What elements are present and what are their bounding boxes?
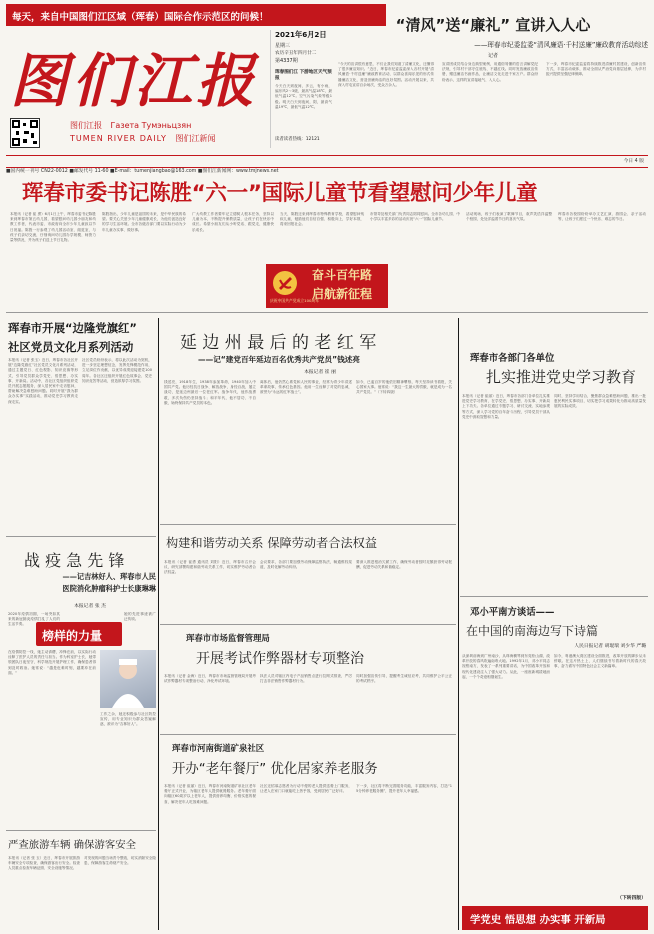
lead-headline: 珲春市委书记陈胜“六一”国际儿童节看望慰问少年儿童: [22, 181, 538, 206]
elderly-body-2: 社区还招募志愿者为行动不便的老人提供送餐上门服务，让老人在家门口就能吃上热乎饭，受到居民广泛好评。: [260, 784, 352, 794]
right-top-article: [338, 4, 648, 152]
banner-slogan: 每天，来自中国图们江区域（珲春）国际合作示范区的问候！: [12, 12, 269, 23]
community-title-1: 珲春市开展“边隆党旗红”: [8, 321, 137, 335]
labor-title: 构建和谐劳动关系 保障劳动者合法权益: [166, 536, 378, 550]
labor-body-2: 会议要求，各部门要加强劳动保障监察执法，畅通维权渠道，及时化解劳动纠纷。: [260, 560, 352, 570]
page-count: 今日 4 版: [623, 159, 644, 164]
yanbian-body-3: 如今，已逾百岁的他依旧精神矍铄，每天坚持读书看报，关心国家大事。他常说：“我这一生最大的骄傲，就是成为一名共产党员。”（下转四版）: [356, 380, 452, 395]
history-body-2: 同时，坚持学用结合，聚焦群众急难愁盼问题，推出一批惠民利民实事项目，切实把学习成果转化为推动高质量发展的实际成效。: [554, 394, 646, 409]
yanbian-sub: ——记“建党百年延边百名优秀共产党员”钱述亮: [198, 355, 360, 364]
right-top-subtitle: ——珲春市纪委监委“清风廉语·千村送廉”廉政教育活动综述: [474, 41, 648, 49]
community-body-1: 本报讯（记者 张玉）近日，珲春市各社区开展“边隆党旗红”社区党员文化月系列活动，通过主题党日、红色观影、知识竞赛等形式，引导党员群众学党史、悟思想、办实事、开新局。活动中，各社区党组织组织党员开展志愿服务，深入居民家中走访慰问，帮助解决急难愁盼问题。同时开展“我为群众办实事”实践活动，推动党史学习教育走深走实。: [8, 358, 78, 404]
logo-caption-cn: 图们江报: [70, 121, 102, 130]
logo-caption-kr: 图们江新闻: [175, 134, 216, 143]
poem-body-1: 从深圳前海到广州南沙，从珠海横琴到东莞松山湖，改革开放的春风吹遍南粤大地。1992年1月，邓小平同志视察南方，发表了一系列重要讲话，为中国改革开放和现代化建设注入了强大动力。从此，一座座新城拔地而起，一个个奇迹相继诞生。: [462, 654, 550, 679]
lead-body-2: 陈胜指出，少年儿童是祖国的未来，是中华民族的希望。要关心关爱少年儿童健康成长，为他们创造良好的学习生活环境。全市各级各部门要以实际行动为少年儿童办实事、做好事。: [102, 212, 186, 232]
lead-body-6: 活动现场，孩子们表演了歌舞节目，欢声笑语洋溢整个校园，处处洋溢着节日的喜庆气氛。: [466, 212, 552, 222]
market-title: 开展考试作弊器材专项整治: [196, 651, 364, 667]
top-banner: [6, 4, 386, 26]
history-title: 扎实推进党史学习教育: [486, 368, 637, 386]
labor-body-1: 本报讯（记者 崔勇 通讯员 刘阳）近日，珲春市召开会议，研究部署构建和谐劳动关系工作，切实维护劳动者合法权益。: [164, 560, 256, 575]
epidemic-title: 战 疫 急 先 锋: [24, 551, 125, 570]
poem-more: （下转四版）: [617, 896, 646, 901]
footer-slogan: 学党史 悟思想 办实事 开新局: [470, 914, 606, 926]
yanbian-author: 本报记者 崔 丽: [304, 370, 336, 375]
epidemic-body-2: 她的先进事迹被广泛传颂。: [124, 612, 156, 622]
hotline: 读者读者热线：12121: [275, 137, 320, 142]
logo-caption-row1: [70, 120, 280, 132]
lead-body-5: 市领导及相关部门负责同志陪同慰问。全市各幼儿园、中小学以丰富多彩的活动庆祝“六一”国际儿童节。: [370, 212, 460, 222]
labor-body-3: 要深入推进根治欠薪工作，确保劳动者按时足额获得劳动报酬，促进劳动关系和谐稳定。: [356, 560, 452, 570]
history-kicker: 珲春市各部门各单位: [470, 353, 555, 364]
nurse-photo: [100, 650, 156, 708]
epidemic-sub-2: 医院消化肿瘤科护士长康琳琳: [62, 584, 156, 593]
poem-byline: 人民日报记者 胡琨瑞 刘少华 严璐: [574, 644, 646, 649]
tourism-body-2: 对发现的问题当场责令整改，切实消除安全隐患，保障游客生命财产安全。: [84, 856, 156, 866]
tourism-body-1: 本报讯（记者 张 玉）近日，珲春市开展旅游车辆安全专项检查，确保游客出行安全。检查人员重点检查车辆证照、安全设施等情况。: [8, 856, 80, 871]
emblem-line1: 奋斗百年路: [312, 268, 373, 282]
role-model-badge-text: 榜样的力量: [42, 629, 103, 643]
yanbian-title: 延 边 州 最 后 的 老 红 军: [180, 333, 377, 353]
elderly-title: 开办“老年餐厅” 优化居家养老服务: [172, 762, 378, 777]
nurse-photo-icon: [100, 650, 156, 708]
elderly-kicker: 珲春市河南街道矿泉社区: [172, 743, 265, 753]
tourism-title: 严查旅游车辆 确保游客安全: [8, 839, 136, 851]
poem-title-2: 在中国的南海边写下诗篇: [466, 624, 599, 638]
lunar-date: 农历辛丑年四月廿二: [275, 51, 317, 56]
market-body-3: 同时加强宣传引导，提醒考生诚信应考，共同维护公平公正的考试秩序。: [356, 674, 452, 684]
right-top-body-3: 下一步，珲春市纪委监委将持续推进清廉村居建设，创新宣传方式，丰富活动载体，推动全面从严治党向基层延伸，为乡村振兴提供坚强纪律保障。: [546, 62, 646, 77]
qr-code: [10, 118, 40, 148]
market-body-2: 执法人员对辖区内电子产品销售点进行拉网式排查，严厉打击非法销售作弊器材行为。: [260, 674, 352, 684]
emblem-line2: 启航新征程: [312, 287, 373, 301]
community-title: [8, 320, 154, 354]
weekday: 星期三: [275, 43, 291, 49]
market-kicker: 珲春市市场监督管理局: [186, 633, 270, 643]
history-body-1: 本报讯（记者 崔丽）近日，珲春市各部门各单位扎实推进党史学习教育，在学党史、悟思想、办实事、开新局上下功夫。各单位通过专题学习、研讨交流、实地参观等方式，深入学习党的百年奋斗历程，引导党员干部从党史中汲取智慧和力量。: [462, 394, 550, 419]
logo-calligraphy: 图们江报: [10, 47, 259, 115]
role-model-body-2: 工作之余，她还积极参与社区防控宣传，用专业知识为群众答疑解惑，被评为“吉林好人”。: [100, 712, 156, 727]
emblem-caption: 庆祝中国共产党成立100周年: [270, 298, 320, 303]
issue-number: 第4337期: [275, 58, 298, 64]
yanbian-body-1: 钱述亮，1918年生，1938年参加革命，1940年加入中国共产党。他历经抗日战争、解放战争，身经百战，屡立战功，是延边州最后一位老红军。战争年代，他作战勇敢，多次负伤仍坚持战斗；和平年代，他不居功、不自傲，始终保持共产党员的本色。: [164, 380, 256, 405]
info-line: [6, 157, 648, 174]
right-top-body-1: “今天的宣讲很有意思，不仅让我们知道了清廉文化，还懂得了很多廉洁知识。”近日，珲春市纪委监委深入各村开展“清风廉语·千村送廉”廉政教育活动，以群众喜闻乐见的形式传播廉洁文化，营造崇廉尚洁的良好氛围。活动开展以来，共深入村屯宣讲百余场次，受众万余人。: [338, 62, 434, 87]
role-model-badge: [36, 622, 122, 646]
party-emblem-icon: [272, 270, 298, 296]
lead-body-3: 广大幼教工作者要牢记立德树人根本任务，坚持以儿童为本，不断提升保教质量，让孩子们在快乐中成长。希望小朋友们从小听党话、跟党走，健康快乐成长。: [192, 212, 274, 232]
elderly-body-3: 下一步，社区将不断完善服务功能，丰富服务内容，打造“15分钟养老服务圈”，提升老年人幸福感。: [356, 784, 452, 794]
weather-title: 珲春图们江 下游地区天气预报: [275, 70, 332, 81]
yanbian-body-2: 离休后，他仍然心系党和人民的事业，经常为青少年讲述革命故事，传承红色基因。他用一生诠释了对党的忠诚，被誉为“永远的红军战士”。: [260, 380, 352, 395]
poem-title-1: 邓小平南方谈话——: [470, 607, 555, 618]
epidemic-sub-1: ——记吉林好人、珲春市人民: [62, 572, 156, 581]
epidemic-body-1: 2020年疫情初期，一场突如其来的新冠肺炎疫情打乱了人们的生活节奏。: [8, 612, 60, 627]
right-top-author: 记者: [487, 53, 498, 59]
lead-body-4: 当天，陈胜还来到珲春市特殊教育学校，看望慰问残疾儿童，勉励他们自信自强、积极向上，学好本领，将来回报社会。: [280, 212, 364, 227]
emblem-slogan: [312, 266, 388, 306]
date-line: 2021年6月2日: [275, 30, 327, 39]
lead-body-7: 珲春市各校园纷纷举办文艺汇演、游园会、亲子活动等，让孩子们度过一个快乐、难忘的节日。: [558, 212, 646, 222]
lead-body-1: 本报讯（记者 崔 勇）6月1日上午，珲春市委书记陈胜来到珲春市第五幼儿园，看望慰问幼儿园小朋友和幼教工作者，代表市委、市政府向全市少年儿童致以节日祝福。陈胜一行参观了幼儿园活动室、阅览室，与孩子们亲切交流，仔细询问幼儿园办学规模、师资力量等情况，并为孩子们送上节日礼物。: [10, 212, 96, 243]
masthead-logo: [8, 30, 268, 114]
role-model-body-1: 在疫情防控一线，她主动请缨，冲锋在前，以实际行动诠释了医护人员的责任与担当。作为科室护士长，她带领团队日夜坚守，科学规范开展护理工作，确保患者得到及时救治。她常说：“越是危难时刻，越要冲在前面。”: [8, 650, 96, 675]
logo-caption-en: TUMEN RIVER DAILY: [70, 134, 167, 143]
community-title-2: 社区党员文化月系列活动: [8, 340, 134, 354]
right-top-body-2: 宣讲团成员结合身边典型案例，用通俗易懂的语言讲解党纪法规，引导村干部守住底线、不越红线。同时发放廉政宣传册，赠送廉洁书画作品，让廉洁文化走进千家万户。群众纷纷表示，这样的宣讲接地气、入人心。: [442, 62, 538, 82]
poem-body-2: 如今，粤港澳大湾区建设全面推进，改革开放的脚步从未停歇。在这片热土上，人们继续书写着新时代的春天故事，奋力谱写中国特色社会主义新篇章。: [554, 654, 646, 669]
epidemic-author: 本报记者 张 杰: [74, 604, 106, 609]
footer-slogan-bar: [462, 906, 648, 930]
epidemic-sub: [10, 572, 156, 598]
market-body-1: 本报讯（记者 金海）近日，珲春市市场监督管理局开展考试作弊器材专项整治行动，净化考试环境。: [164, 674, 256, 684]
info-line-text: ■国内统一刊号 CN22-0012 ■邮发代号 11-60 ■E-mail：tumenjiangbao@163.com ■图们江新闻网：www.tmjnews.net: [6, 169, 279, 174]
logo-caption-ru: Газета Тумэньцзян: [110, 121, 192, 130]
community-body-2: 社区党员纷纷表示，将以此次活动为契机，进一步坚定理想信念，发挥先锋模范作用，立足岗位作贡献，以优异成绩迎接建党100周年。各社区还组织开展红色故事会、党史知识竞答等活动，营造浓厚学习氛围。: [82, 358, 152, 383]
date-box: [270, 30, 332, 148]
weather-body: 今天白天到夜间，多云，有小雨，偏东风2～3级，最高气温18℃，最低气温12℃。空气污染气象等级1级。明天白天到夜间，阴，最高气温19℃，最低气温12℃。: [275, 84, 332, 109]
elderly-body-1: 本报讯（记者 崔丽）近日，珲春市河南街道矿泉社区老年餐厅正式开业，为辖区老年人提供就餐服务。老年餐厅面向辖区60周岁以上老年人，提供营养均衡、价格实惠的餐食，解决老年人吃饭难问题。: [164, 784, 256, 804]
right-top-title: “清风”送“廉礼” 宣讲入人心: [395, 16, 591, 34]
logo-caption-row2: [70, 133, 280, 145]
